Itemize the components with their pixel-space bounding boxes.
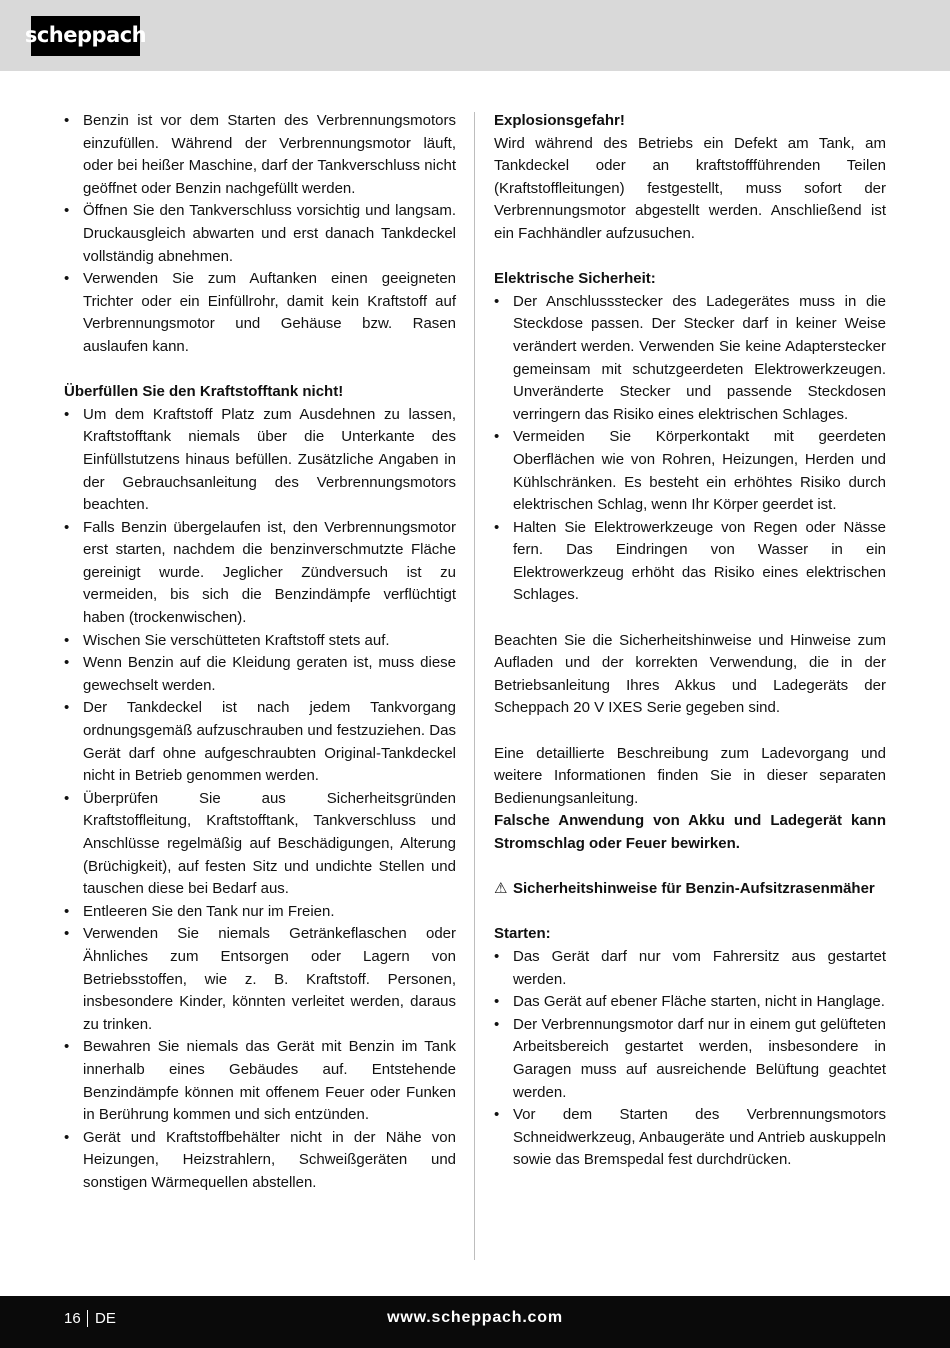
list-item: • Falls Benzin übergelaufen ist, den Verbrennungsmotor erst starten, nachdem die benzinverschmutzte Fläche gereinigt wurde. Jeglicher Zündversuch ist zu vermeiden, bis sich die Benzindämpfe verflüchtigt haben (trockenwischen). bbox=[64, 517, 456, 630]
list-item: • Verwenden Sie niemals Getränkeflaschen oder Ähnliches zum Entsorgen oder Lagern von Betriebsstoffen, wie z. B. Kraftstoff. Personen, insbesondere Kinder, könnten verleitet werden, daraus zu trinken. bbox=[64, 923, 456, 1036]
column-divider bbox=[474, 112, 475, 1260]
overfill-bullet-list bbox=[64, 404, 456, 1195]
list-item: • Wischen Sie verschütteten Kraftstoff stets auf. bbox=[64, 630, 456, 653]
list-item: • Das Gerät darf nur vom Fahrersitz aus gestartet werden. bbox=[494, 946, 886, 991]
list-item: • Bewahren Sie niemals das Gerät mit Benzin im Tank innerhalb eines Gebäudes auf. Entstehende Benzindämpfe können mit offenem Feuer oder Funken in Berührung kommen und sich entzünden. bbox=[64, 1036, 456, 1126]
list-item: • Halten Sie Elektrowerkzeuge von Regen oder Nässe fern. Das Eindringen von Wasser in ein Elektrowerkzeug erhöht das Risiko eines elektrischen Schlages. bbox=[494, 517, 886, 607]
list-item: • Wenn Benzin auf die Kleidung geraten ist, muss diese gewechselt werden. bbox=[64, 652, 456, 697]
warning-triangle-icon: ⚠ bbox=[494, 880, 508, 898]
section-heading-overfill: Überfüllen Sie den Kraftstofftank nicht! bbox=[64, 383, 344, 401]
electric-bullet-list bbox=[494, 291, 886, 607]
fueling-bullet-list bbox=[64, 110, 456, 359]
page-number: 16 bbox=[64, 1310, 81, 1327]
list-item: • Der Verbrennungsmotor darf nur in einem gut gelüfteten Arbeitsbereich gestartet werden, insbesondere in Garagen muss auf ausreichende Belüftung geachtet werden. bbox=[494, 1014, 886, 1104]
list-item: • Vermeiden Sie Körperkontakt mit geerdeten Oberflächen wie von Rohren, Heizungen, Herden und Kühlschränken. Es besteht ein erhöhtes Risiko durch elektrischen Schlag, wenn Ihr Körper geerdet ist. bbox=[494, 426, 886, 516]
detail-paragraph: Eine detaillierte Beschreibung zum Ladevorgang und weitere Informationen finden Sie in dieser separaten Bedienungsanleitung. bbox=[494, 744, 886, 807]
explosion-paragraph: Wird während des Betriebs ein Defekt am Tank, am Tankdeckel oder an kraftstoffführenden Teilen (Kraftstoffleitungen) festgestellt, muss sofort der Verbrennungsmotor abgestellt werden. Anschließend ist ein Fachhändler aufzusuchen. bbox=[494, 134, 886, 242]
list-item: • Das Gerät auf ebener Fläche starten, nicht in Hanglage. bbox=[494, 991, 886, 1014]
section-heading-explosion: Explosionsgefahr! bbox=[494, 112, 625, 129]
start-bullet-list bbox=[494, 946, 886, 1172]
section-heading-safety: Sicherheitshinweise für Benzin-Aufsitzrasenmäher bbox=[513, 880, 875, 898]
safety-heading-row bbox=[494, 878, 886, 901]
warning-paragraph: Falsche Anwendung von Akku und Ladegerät kann Stromschlag oder Feuer bewirken. bbox=[494, 812, 886, 852]
list-item: • Der Anschlussstecker des Ladegerätes muss in die Steckdose passen. Der Stecker darf in keiner Weise verändert werden. Verwenden Sie keine Adapterstecker gemeinsam mit schutzgeerdeten Elektrowerkzeugen. Unveränderte Stecker und passende Steckdosen verringern das Risiko eines elektrischen Schlages. bbox=[494, 291, 886, 427]
right-column bbox=[494, 110, 886, 1172]
list-item: • Vor dem Starten des Verbrennungsmotors Schneidwerkzeug, Anbaugeräte und Antrieb auskuppeln sowie das Bremspedal fest durchdrücken. bbox=[494, 1104, 886, 1172]
section-heading-electric: Elektrische Sicherheit: bbox=[494, 270, 656, 288]
list-item: • Benzin ist vor dem Starten des Verbrennungsmotors einzufüllen. Während der Verbrennungsmotor läuft, oder bei heißer Maschine, darf der Tankverschluss nicht geöffnet oder Benzin nachgefüllt werden. bbox=[64, 110, 456, 200]
brand-logo: scheppach bbox=[31, 16, 140, 56]
list-item: • Öffnen Sie den Tankverschluss vorsichtig und langsam. Druckausgleich abwarten und erst danach Tankdeckel vollständig abnehmen. bbox=[64, 200, 456, 268]
list-item: • Verwenden Sie zum Auftanken einen geeigneten Trichter oder ein Einfüllrohr, damit kein Kraftstoff auf Verbrennungsmotor und Gehäuse bzw. Rasen auslaufen kann. bbox=[64, 268, 456, 358]
list-item: • Um dem Kraftstoff Platz zum Ausdehnen zu lassen, Kraftstofftank niemals über die Unterkante des Einfüllstutzens hinaus befüllen. Zusätzliche Angaben in der Gebrauchsanleitung des Verbrennungsmotors beachten. bbox=[64, 404, 456, 517]
note-paragraph: Beachten Sie die Sicherheitshinweise und Hinweise zum Aufladen und der korrekten Verwendung, die in der Betriebsanleitung Ihres Akkus und Ladegeräts der Scheppach 20 V IXES Serie gegeben sind. bbox=[494, 631, 886, 717]
page-footer bbox=[0, 1296, 950, 1348]
list-item: • Entleeren Sie den Tank nur im Freien. bbox=[64, 901, 456, 924]
website-link[interactable]: www.scheppach.com bbox=[387, 1309, 563, 1326]
language-code: DE bbox=[95, 1310, 116, 1327]
list-item: • Gerät und Kraftstoffbehälter nicht in der Nähe von Heizungen, Heizstrahlern, Schweißgeräten und sonstigen Wärmequellen abstellen. bbox=[64, 1127, 456, 1195]
section-heading-start: Starten: bbox=[494, 925, 551, 943]
list-item: • Überprüfen Sie aus Sicherheitsgründen Kraftstoffleitung, Kraftstofftank, Tankverschluss und Anschlüsse regelmäßig auf Beschädigungen, Alterung (Brüchigkeit), auf festen Sitz und undichte Stellen und tauschen diese bei Bedarf aus. bbox=[64, 788, 456, 901]
left-column bbox=[64, 110, 456, 1195]
list-item: • Der Tankdeckel ist nach jedem Tankvorgang ordnungsgemäß aufzuschrauben und festzuziehen. Das Gerät darf ohne aufgeschraubten Original-Tankdeckel nicht in Betrieb genommen werden. bbox=[64, 697, 456, 787]
